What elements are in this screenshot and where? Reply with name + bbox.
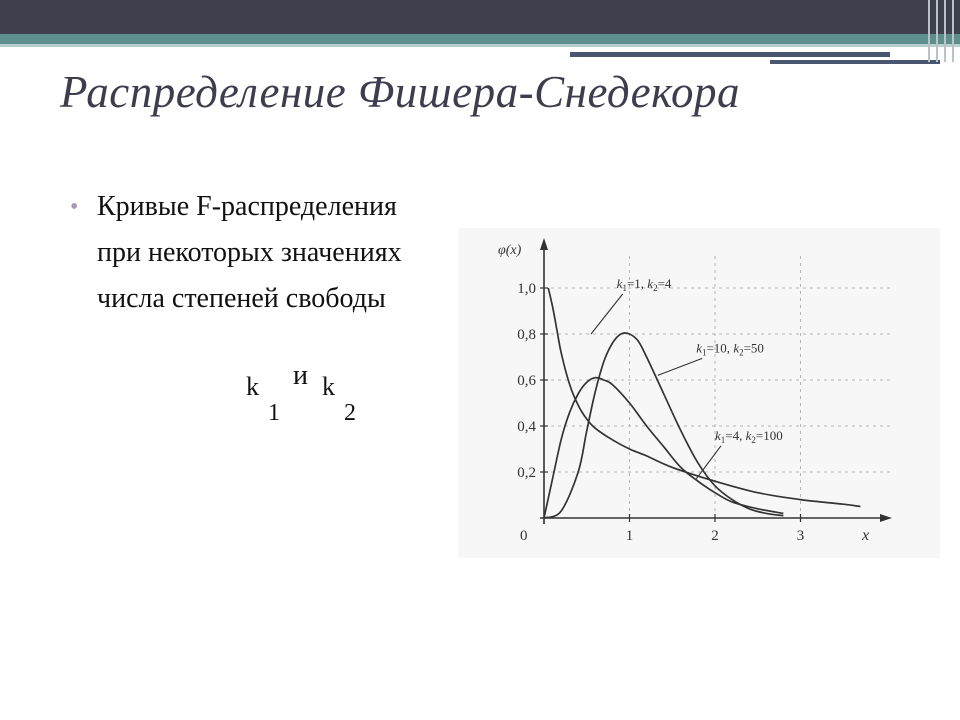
series-label-subscript: 2 <box>751 434 756 445</box>
series-label-part: k <box>745 427 752 443</box>
page-title: Распределение Фишера-Снедекора <box>60 67 740 117</box>
series-label-3 <box>715 428 783 445</box>
series-label-part: =4, <box>725 427 746 443</box>
bullet-text: Кривые F-распределения при некоторых значениях числа степеней свободы <box>97 191 402 314</box>
origin-label: 0 <box>520 528 528 544</box>
accent-line-long <box>570 52 890 57</box>
conjunction: и <box>293 360 308 391</box>
series-label-subscript: 1 <box>622 283 627 293</box>
series-label-2 <box>696 340 764 357</box>
series-label-part: k <box>733 340 740 356</box>
y-tick-label: 0,6 <box>517 373 536 389</box>
k-symbol: k <box>322 372 335 401</box>
decor-stripe <box>944 0 946 62</box>
top-thin-line <box>0 44 960 47</box>
series-label-part: =4 <box>657 276 672 291</box>
series-label-part: k <box>696 340 702 356</box>
k-subscript-2: 2 <box>344 400 356 426</box>
series-label-subscript: 2 <box>739 347 744 358</box>
decor-stripe <box>928 0 930 62</box>
top-banner-bar <box>0 0 960 34</box>
x-tick-label: 3 <box>796 528 805 544</box>
k-symbol: k <box>246 372 259 401</box>
series-label-subscript: 2 <box>653 283 658 293</box>
k-subscript-1: 1 <box>268 400 280 426</box>
y-axis-label: φ(x) <box>498 243 522 258</box>
y-tick-label: 0,8 <box>517 327 536 343</box>
series-label-part: =1, <box>626 276 648 291</box>
chart-background <box>458 228 940 558</box>
decor-stripe <box>952 0 954 62</box>
x-tick-label: 2 <box>711 528 719 544</box>
series-label-subscript: 1 <box>701 347 707 358</box>
series-label-subscript: 1 <box>720 434 726 445</box>
top-teal-bar <box>0 34 960 44</box>
accent-line-short <box>770 60 940 64</box>
y-tick-label: 1,0 <box>517 281 536 297</box>
series-label-part: =50 <box>743 340 764 356</box>
x-axis-label: x <box>862 527 870 544</box>
series-label-part: k <box>715 427 721 443</box>
decor-stripe <box>936 0 938 62</box>
y-tick-label: 0,4 <box>517 419 536 435</box>
series-label-part: k <box>616 276 623 291</box>
y-tick-label: 0,2 <box>517 465 536 481</box>
series-label-part: k <box>647 276 654 291</box>
x-tick-label: 1 <box>625 528 634 544</box>
f-distribution-chart <box>458 228 940 558</box>
bullet-dot-icon: • <box>70 194 79 220</box>
series-label-part: =100 <box>755 427 783 443</box>
series-label-part: =10, <box>706 340 734 356</box>
